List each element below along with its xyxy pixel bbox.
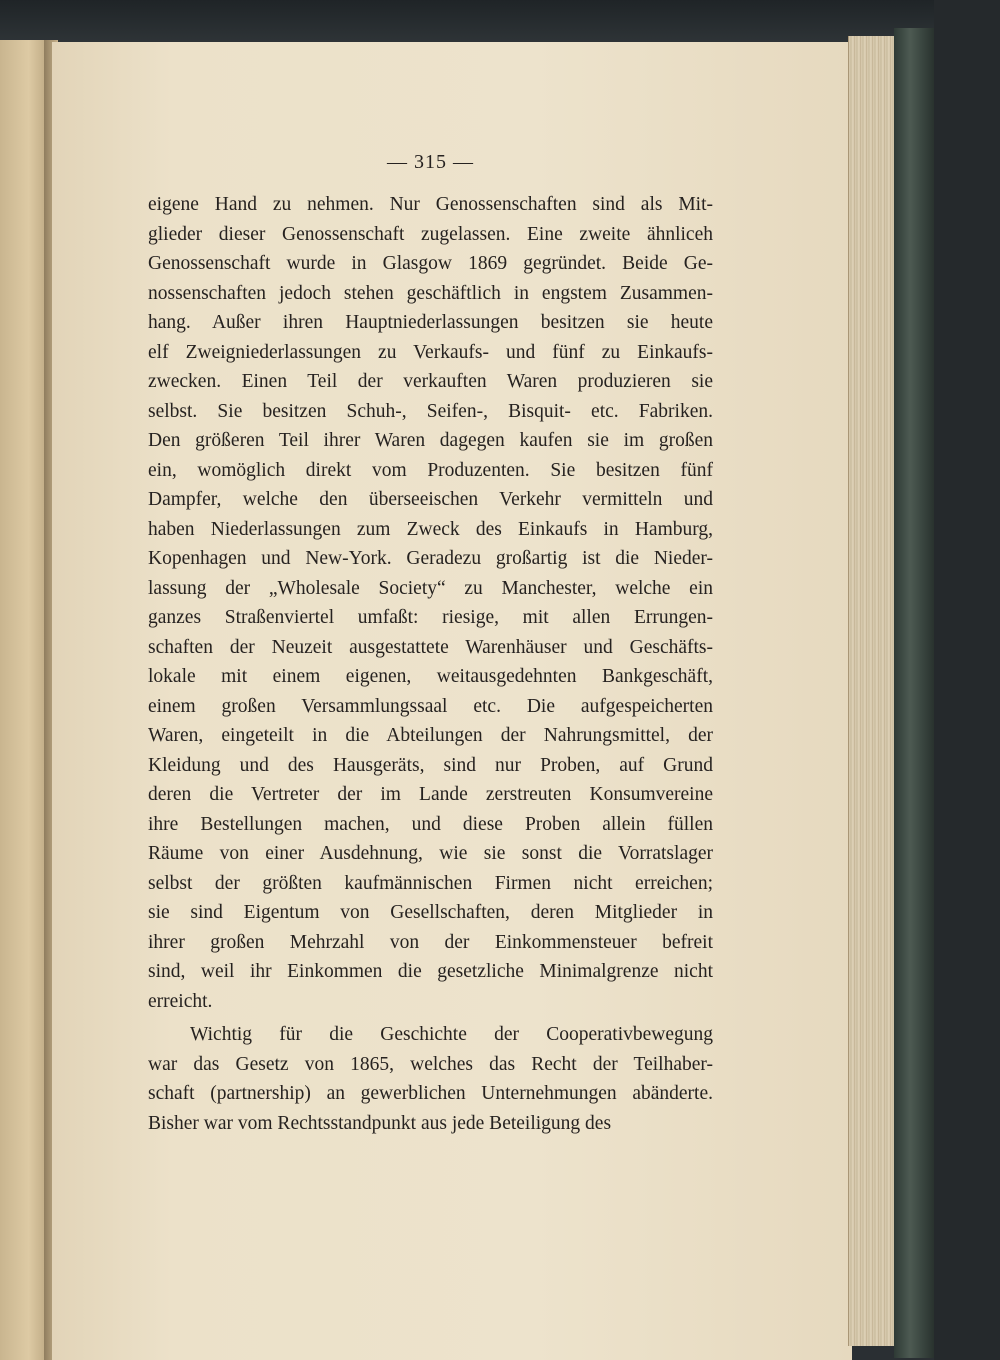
- text-line: Bisher war vom Rechtsstandpunkt aus jede Beteiligung des: [148, 1112, 612, 1134]
- book-cover: [894, 28, 934, 1358]
- text-line: Kleidung und des Hausgeräts, sind nur Proben, auf Grund: [148, 754, 713, 776]
- text-line: deren die Vertreter der im Lande zerstreuten Konsumvereine: [148, 784, 713, 805]
- text-line: hang. Außer ihren Hauptniederlassungen besitzen sie heute: [148, 312, 713, 333]
- body-text: [148, 190, 713, 1138]
- text-line: Räume von einer Ausdehnung, wie sie sonst die Vorratslager: [148, 843, 713, 864]
- text-line: Genossenschaft wurde in Glasgow 1869 gegründet. Beide Ge-: [148, 253, 713, 274]
- text-line: schaft (partnership) an gewerblichen Unternehmungen abänderte.: [148, 1083, 713, 1104]
- text-line: elf Zweigniederlassungen zu Verkaufs- und fünf zu Einkaufs-: [148, 341, 713, 363]
- text-line: lassung der „Wholesale Society“ zu Manchester, welche ein: [148, 577, 713, 599]
- scan-background-right: [934, 0, 1000, 1360]
- text-line: nossenschaften jedoch stehen geschäftlich in engstem Zusammen-: [148, 282, 713, 304]
- text-line: eigene Hand zu nehmen. Nur Genossenschaften sind als Mit-: [148, 194, 713, 215]
- text-line: war das Gesetz von 1865, welches das Recht der Teilhaber-: [148, 1053, 713, 1075]
- page-text: [148, 150, 713, 1138]
- text-line: zwecken. Einen Teil der verkauften Waren produzieren sie: [148, 371, 713, 392]
- page-block-edges: [848, 36, 897, 1346]
- text-line: Waren, eingeteilt in die Abteilungen der Nahrungsmittel, der: [148, 725, 713, 746]
- text-line: ihrer großen Mehrzahl von der Einkommensteuer befreit: [148, 931, 713, 953]
- text-line: glieder dieser Genossenschaft zugelassen. Eine zweite ähnliceh: [148, 223, 713, 245]
- text-line: haben Niederlassungen zum Zweck des Einkaufs in Hamburg,: [148, 518, 713, 540]
- text-line: selbst der größten kaufmännischen Firmen nicht erreichen;: [148, 872, 713, 894]
- text-line: Wichtig für die Geschichte der Cooperativbewegung: [190, 1024, 713, 1045]
- text-line: sie sind Eigentum von Gesellschaften, deren Mitglieder in: [148, 902, 713, 923]
- text-line: Dampfer, welche den überseeischen Verkehr vermitteln und: [148, 489, 713, 510]
- text-line: lokale mit einem eigenen, weitausgedehnten Bankgeschäft,: [148, 666, 713, 687]
- text-line: Den größeren Teil ihrer Waren dagegen kaufen sie im großen: [148, 430, 713, 451]
- page-number: — 315 —: [387, 151, 474, 173]
- text-line: ein, womöglich direkt vom Produzenten. Sie besitzen fünf: [148, 459, 713, 481]
- text-line: sind, weil ihr Einkommen die gesetzliche Minimalgrenze nicht: [148, 961, 713, 982]
- text-line: ganzes Straßenviertel umfaßt: riesige, mit allen Errungen-: [148, 607, 713, 628]
- text-line: ihre Bestellungen machen, und diese Proben allein füllen: [148, 813, 713, 835]
- text-line: erreicht.: [148, 990, 213, 1012]
- text-line: einem großen Versammlungssaal etc. Die aufgespeicherten: [148, 695, 713, 717]
- text-line: Kopenhagen und New-York. Geradezu großartig ist die Nieder-: [148, 548, 713, 569]
- text-line: selbst. Sie besitzen Schuh-, Seifen-, Bisquit- etc. Fabriken.: [148, 400, 713, 422]
- text-line: schaften der Neuzeit ausgestattete Warenhäuser und Geschäfts-: [148, 636, 713, 658]
